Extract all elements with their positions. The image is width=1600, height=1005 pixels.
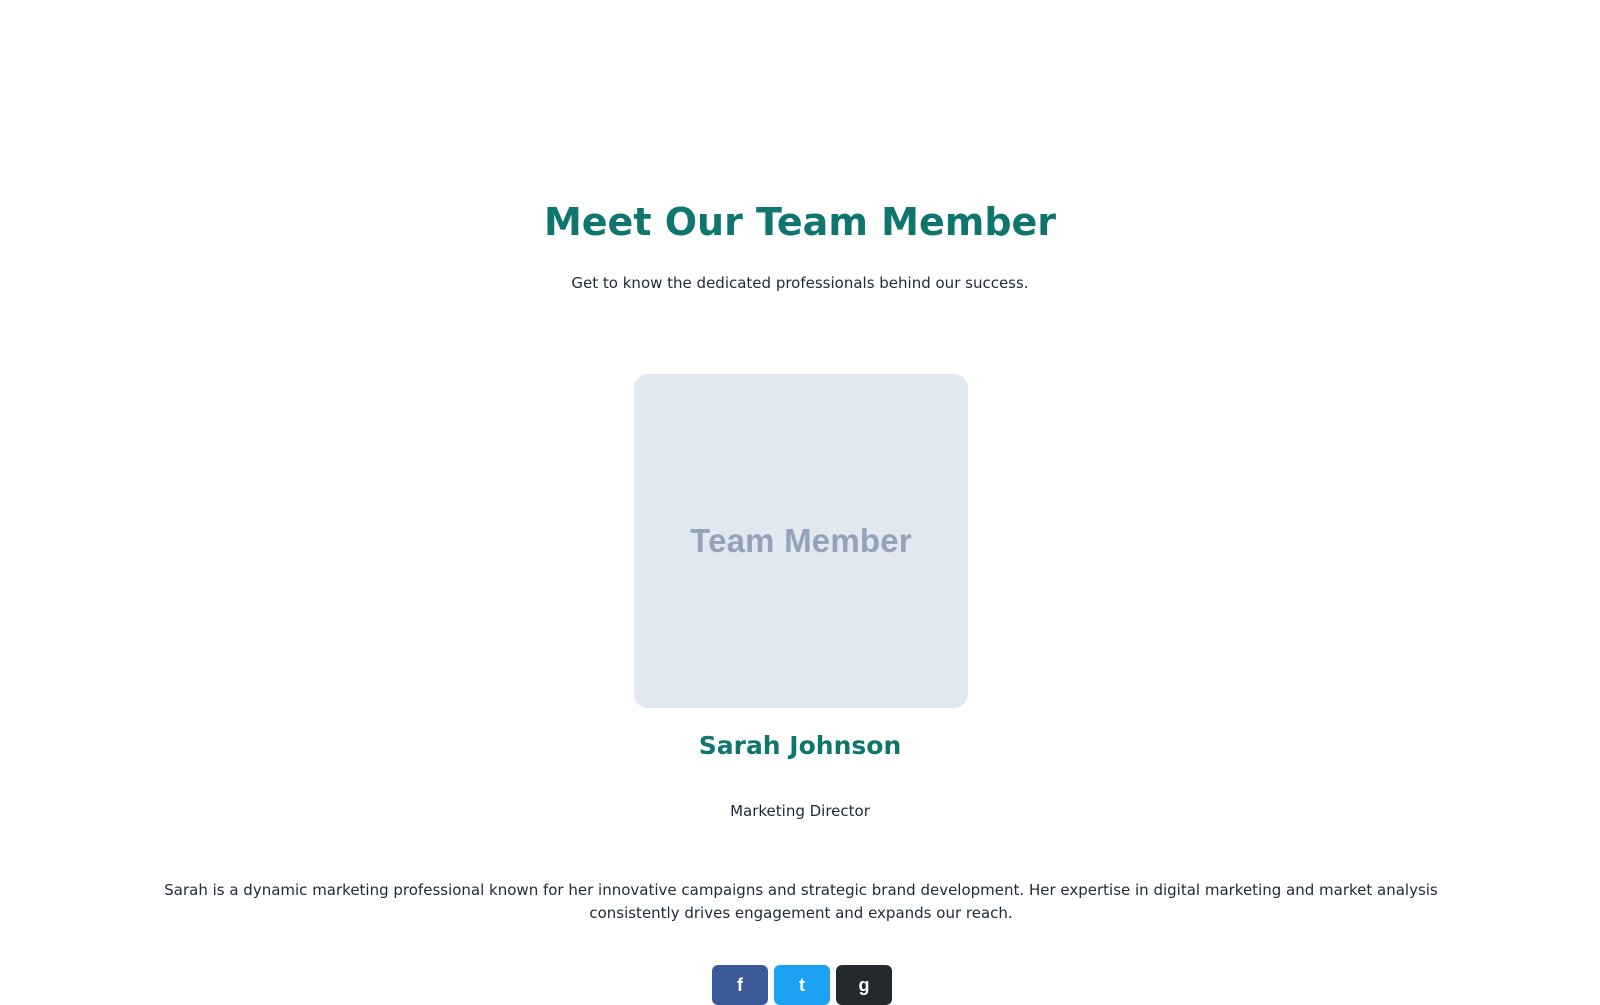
member-role: Marketing Director xyxy=(730,802,870,820)
github-button[interactable] xyxy=(836,965,892,1005)
page-title: Meet Our Team Member xyxy=(543,200,1057,244)
member-photo-placeholder xyxy=(634,374,968,708)
social-links xyxy=(712,965,892,1005)
github-icon: g xyxy=(858,974,870,995)
member-name: Sarah Johnson xyxy=(698,731,902,760)
facebook-icon: f xyxy=(737,974,743,995)
twitter-button[interactable] xyxy=(774,965,830,1005)
twitter-icon: t xyxy=(799,974,805,995)
facebook-button[interactable] xyxy=(712,965,768,1005)
photo-placeholder-label: Team Member xyxy=(690,522,912,559)
page-subtitle: Get to know the dedicated professionals behind our success. xyxy=(571,274,1029,292)
member-bio: Sarah is a dynamic marketing professional known for her innovative campaigns and strategic brand development. Her expertise in digital marketing and market analysis consistently drives engagement and expands our reach. xyxy=(164,881,1438,922)
